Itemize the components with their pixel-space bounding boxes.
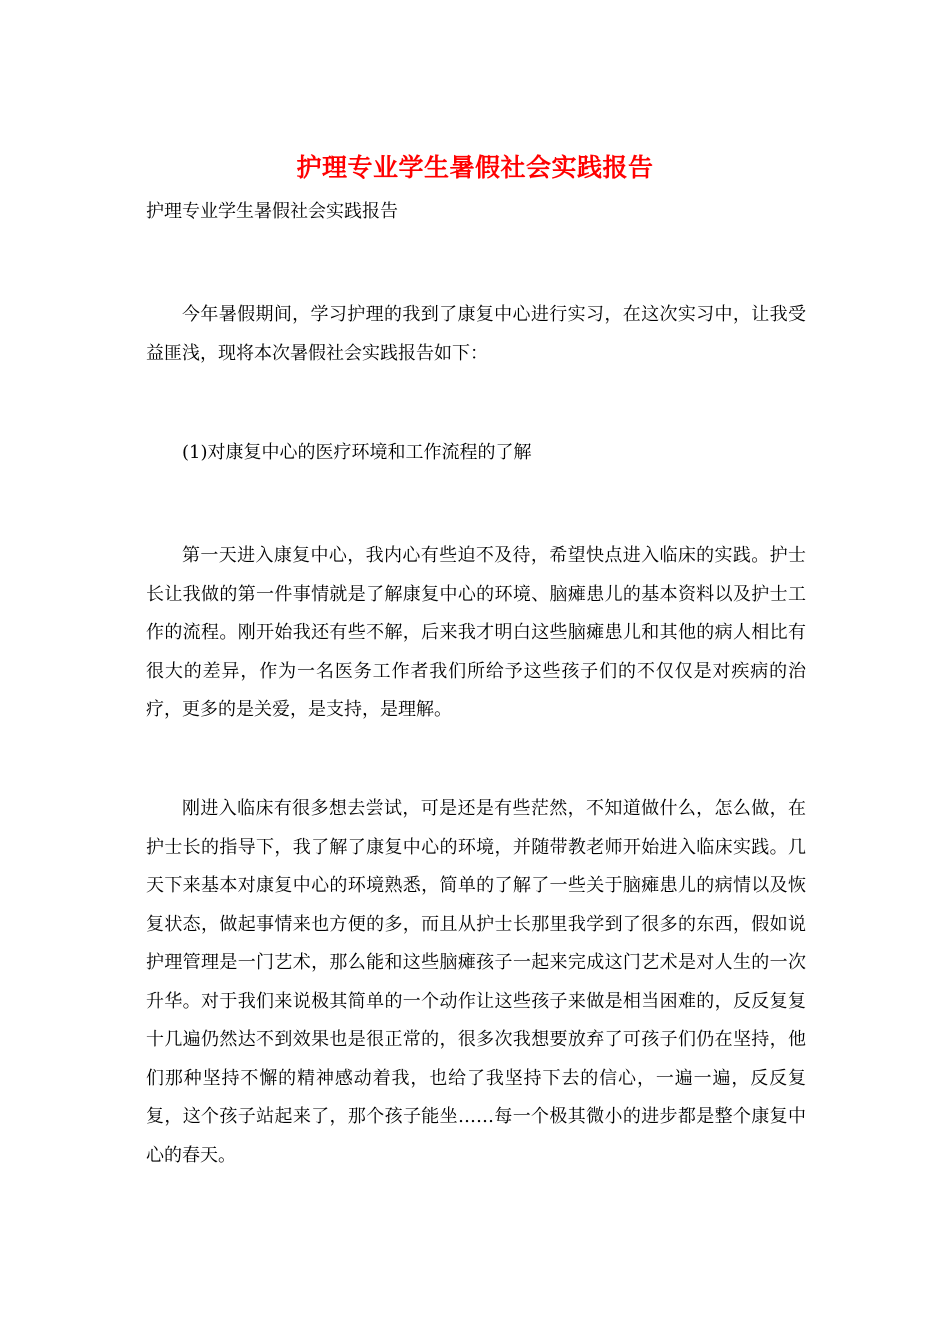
document-subtitle: 护理专业学生暑假社会实践报告 — [146, 201, 398, 222]
paragraph-clinical-practice: 刚进入临床有很多想去尝试，可是还是有些茫然，不知道做什么，怎么做，在护士长的指导下，我了解了康复中心的环境，并随带教老师开始进入临床实践。几天下来基本对康复中心的环境熟悉，简单的了解了一些关于脑瘫患儿的病情以及恢复状态，做起事情来也方便的多，而且从护士长那里我学到了很多的东西，假如说护理管理是一门艺术，那么能和这些脑瘫孩子一起来完成这门艺术是对人生的一次升华。对于我们来说极其简单的一个动作让这些孩子来做是相当困难的，反反复复十几遍仍然达不到效果也是很正常的，很多次我想要放弃了可孩子们仍在坚持，他们那种坚持不懈的精神感动着我，也给了我坚持下去的信心，一遍一遍，反反复复，这个孩子站起来了，那个孩子能坐……每一个极其微小的进步都是整个康复中心的春天。 — [146, 798, 806, 1166]
page-title: 护理专业学生暑假社会实践报告 — [296, 153, 654, 182]
section-heading-1: (1)对康复中心的医疗环境和工作流程的了解 — [182, 442, 532, 463]
paragraph-first-day: 第一天进入康复中心，我内心有些迫不及待，希望快点进入临床的实践。护士长让我做的第一件事情就是了解康复中心的环境、脑瘫患儿的基本资料以及护士工作的流程。刚开始我还有些不解，后来我才明白这些脑瘫患儿和其他的病人相比有很大的差异，作为一名医务工作者我们所给予这些孩子们的不仅仅是对疾病的治疗，更多的是关爱，是支持，是理解。 — [146, 545, 806, 720]
paragraph-intro: 今年暑假期间，学习护理的我到了康复中心进行实习，在这次实习中，让我受益匪浅，现将本次暑假社会实践报告如下： — [146, 304, 806, 364]
